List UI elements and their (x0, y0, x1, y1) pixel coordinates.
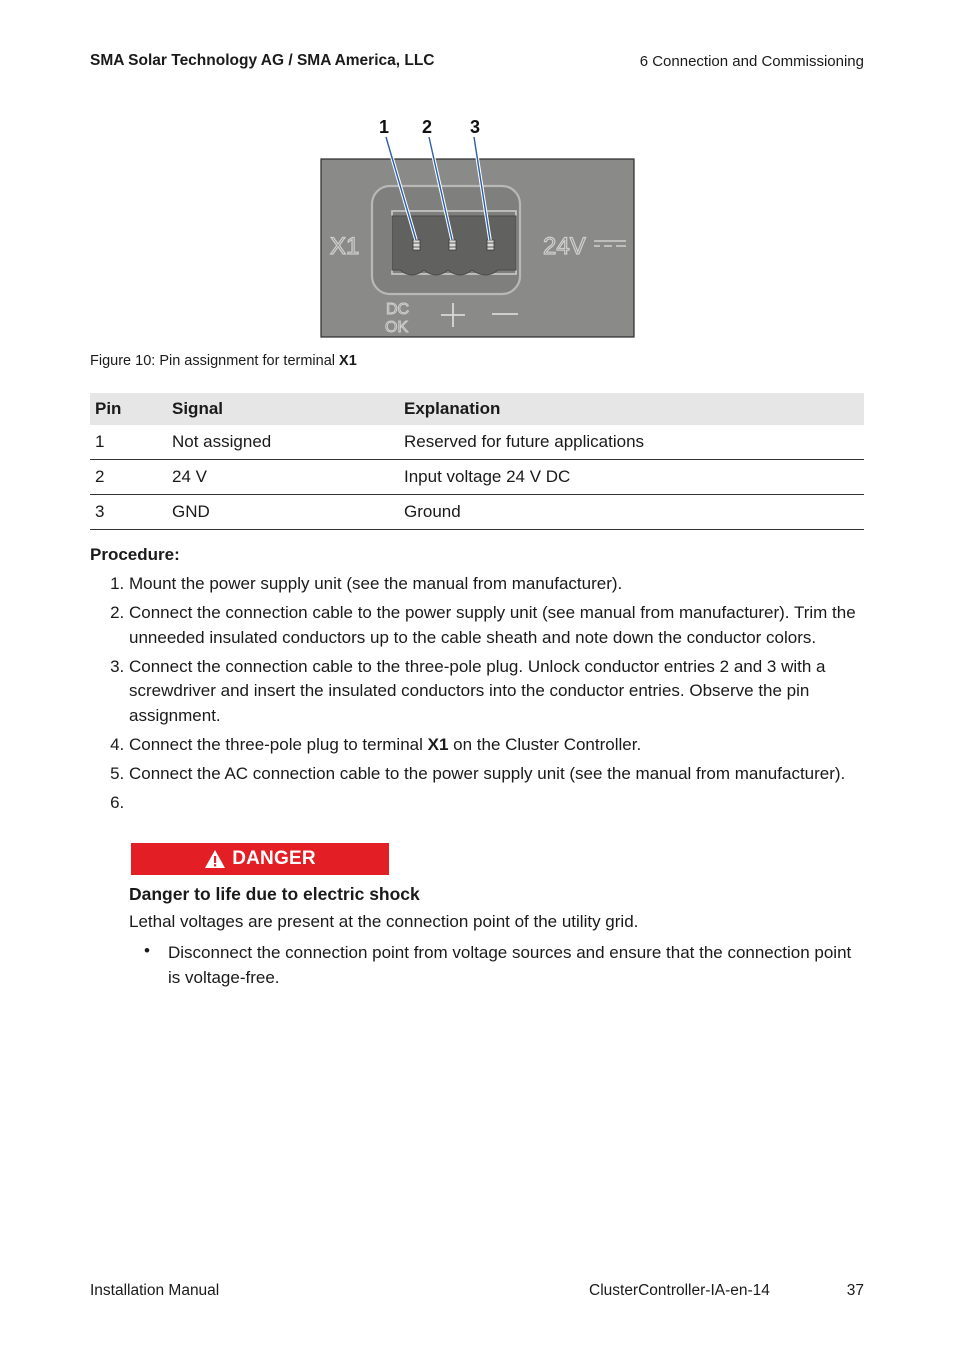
cell-pin: 3 (90, 495, 167, 530)
procedure-step: 2. Connect the connection cable to the power supply unit (see manual from manufacturer). Trim the unneeded insulated conductors up to the cable sheath and note down the conductor colors. (129, 601, 899, 650)
danger-banner (131, 843, 389, 875)
procedure-step: 1. Mount the power supply unit (see the manual from manufacturer). (129, 572, 899, 597)
pin-label-3: 3 (469, 117, 481, 137)
step-terminal: X1 (427, 734, 449, 754)
step-text: on the Cluster Controller. (448, 734, 642, 754)
pin-label-1: 1 (378, 117, 390, 137)
terminal-x1-diagram (320, 112, 636, 340)
cell-signal: GND (167, 495, 399, 530)
step-text: Connect the three-pole plug to terminal (129, 734, 428, 754)
bullet-dot-icon: • (144, 941, 150, 960)
procedure-step: 5. Connect the AC connection cable to the power supply unit (see the manual from manufacturer). (129, 762, 899, 787)
header-company: SMA Solar Technology AG / SMA America, LLC (90, 52, 435, 69)
table-header-row (90, 393, 864, 425)
cell-pin: 2 (90, 460, 167, 495)
warning-triangle-icon (204, 849, 226, 869)
procedure-step (129, 733, 899, 758)
figure-caption-text: Figure 10: Pin assignment for terminal (90, 353, 340, 369)
cell-explanation: Reserved for future applications (399, 425, 864, 460)
footer-title: Installation Manual (90, 1282, 220, 1299)
pin-assignment-table (90, 393, 864, 530)
procedure-step-danger (129, 791, 899, 816)
figure-caption-terminal: X1 (339, 353, 357, 369)
cell-pin: 1 (90, 425, 167, 460)
table-row (90, 460, 864, 495)
pin-contact-2 (449, 240, 456, 250)
procedure-title: Procedure: (90, 545, 180, 564)
figure-caption (90, 353, 357, 369)
cell-explanation: Ground (399, 495, 864, 530)
label-x1: X1 (330, 233, 360, 260)
procedure-step: 3. Connect the connection cable to the three-pole plug. Unlock conductor entries 2 and 3 with a screwdriver and insert the insulated conductors into the conductor entries. Observe the pin assignment. (129, 655, 899, 729)
header-signal: Signal (167, 393, 399, 425)
cell-signal: 24 V (167, 460, 399, 495)
pin-contact-3 (487, 240, 494, 250)
pin-label-2: 2 (421, 117, 433, 137)
header-chapter: 6 Connection and Commissioning (639, 53, 864, 70)
table-row (90, 425, 864, 460)
header-pin: Pin (90, 393, 167, 425)
danger-label: DANGER (232, 848, 316, 869)
table-row (90, 495, 864, 530)
header-explanation: Explanation (399, 393, 864, 425)
procedure-steps (90, 572, 899, 820)
page-number: 37 (846, 1282, 864, 1299)
danger-text: Lethal voltages are present at the connection point of the utility grid. (129, 912, 639, 931)
label-24v: 24V (543, 233, 586, 260)
footer-doc-id: ClusterController-IA-en-14 (589, 1282, 770, 1299)
pin-contact-1 (413, 240, 420, 250)
cell-explanation: Input voltage 24 V DC (399, 460, 864, 495)
label-dc: DC (386, 301, 410, 318)
danger-title: Danger to life due to electric shock (129, 884, 420, 904)
label-ok: OK (385, 319, 409, 336)
danger-action: Disconnect the connection point from voltage sources and ensure that the connection point is voltage-free. (168, 943, 852, 987)
cell-signal: Not assigned (167, 425, 399, 460)
